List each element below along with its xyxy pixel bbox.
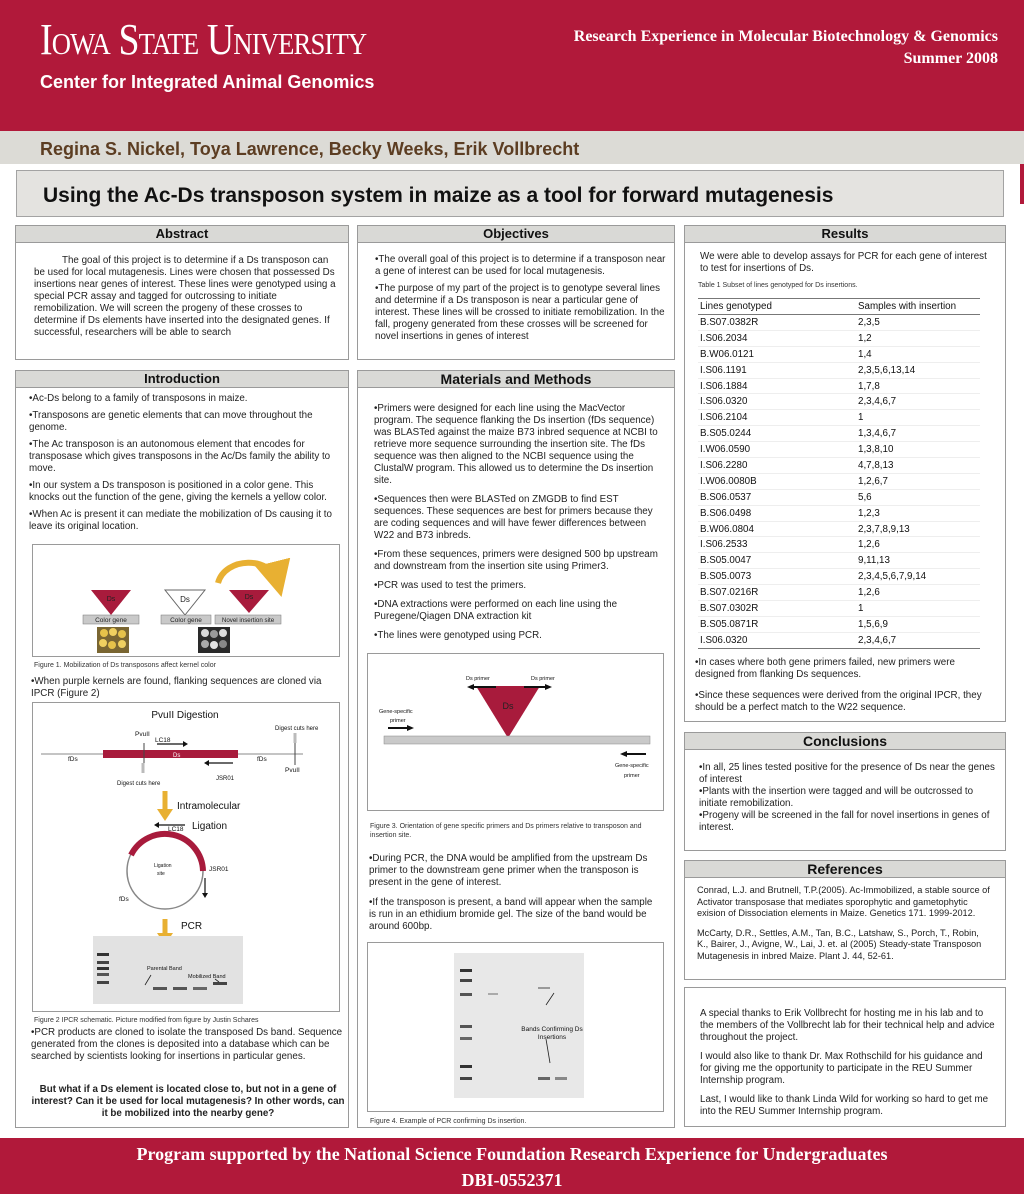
table-row <box>698 632 980 648</box>
table-row <box>698 458 980 474</box>
pvuii-label: PvuII <box>285 767 300 774</box>
table-header: Lines genotyped <box>698 299 856 315</box>
fig2-title: PvuII Digestion <box>151 710 219 721</box>
samples: 1,2,6 <box>856 537 980 553</box>
introduction-heading: Introduction <box>16 371 348 388</box>
method-item: •Sequences then were BLASTed on ZMGDB to find EST sequences. These sequences are best for primers because they are coding sequences and will have fewer differences between W22 and B73 inbreds. <box>374 494 653 541</box>
ligation-site-label: site <box>157 871 165 877</box>
funding-line: Program supported by the National Science Foundation Research Experience for Undergraduates <box>136 1144 888 1164</box>
ligation-label: Ligation <box>192 821 228 832</box>
results-notes <box>685 649 1005 714</box>
poster-title: Using the Ac-Ds transposon system in maize as a tool for forward mutagenesis <box>43 184 834 207</box>
samples: 4,7,8,13 <box>856 458 980 474</box>
jsr01-label: JSR01 <box>216 776 235 782</box>
figure-3-caption: Figure 3. Orientation of gene specific primers and Ds primers relative to transposon and insertion site. <box>370 823 642 839</box>
samples: 2,3,5 <box>856 315 980 331</box>
methods-heading: Materials and Methods <box>358 371 674 388</box>
research-question: But what if a Ds element is located close to, but not in a gene of interest? Can it be used for local mutagenesis? In other words, can it be mobilized into the nearby gene? <box>31 1084 345 1119</box>
ds-primer-label: Ds primer <box>531 676 555 682</box>
intro-item: •Ac-Ds belong to a family of transposons in maize. <box>29 393 248 404</box>
program-term: Summer 2008 <box>903 50 998 67</box>
yellow-kernels-photo <box>97 627 129 653</box>
figure-3-diagram <box>368 654 663 810</box>
figure-1-caption: Figure 1. Mobilization of Ds transposons affect kernel color <box>34 662 216 669</box>
program-title <box>438 26 998 70</box>
ligation-site-label: Ligation <box>154 863 172 869</box>
results-note: •In cases where both gene primers failed, new primers were designed from flanking Ds sequences. <box>695 656 955 680</box>
line-id: B.S06.0498 <box>698 505 856 521</box>
university-wordmark: Iowa State University <box>40 15 367 64</box>
method-item: •From these sequences, primers were designed 500 bp upstream and downstream from the insertion site using Primer3. <box>374 549 658 572</box>
intro-item: •In our system a Ds transposon is positioned in a color gene. This knocks out the function of the gene, giving the kernels a yellow color. <box>29 480 327 503</box>
figure-2-caption: Figure 2 IPCR schematic. Picture modified from figure by Justin Schares <box>34 1017 259 1024</box>
poster-footer <box>0 1138 1024 1194</box>
line-id: B.W06.0804 <box>698 521 856 537</box>
figure-1 <box>32 544 340 657</box>
line-id: B.S05.0073 <box>698 569 856 585</box>
method-note: •During PCR, the DNA would be amplified from the upstream Ds primer to the downstream gene primer when the transposon is present in the gene of interest. <box>369 853 648 888</box>
gene-bar <box>384 736 650 744</box>
conclusions-panel <box>684 732 1006 851</box>
color-gene-label: Color gene <box>170 617 202 624</box>
table-row <box>698 362 980 378</box>
table-row <box>698 330 980 346</box>
samples: 1,2,3 <box>856 505 980 521</box>
intro-after-text: •PCR products are cloned to isolate the transposed Ds band. Sequence generated from the clones is deposited into a database which can be searched by scientists looking for insertions in particular genes. <box>31 1027 343 1062</box>
conclusion-item: •In all, 25 lines tested positive for the presence of Ds near the genes of interest <box>699 762 995 785</box>
conclusions-list <box>685 750 1005 834</box>
figure-1-diagram <box>33 545 339 656</box>
samples: 9,11,13 <box>856 553 980 569</box>
pcr-label: PCR <box>181 921 203 932</box>
references-list <box>685 878 1005 962</box>
fds-segment <box>103 750 238 758</box>
purple-kernels-photo <box>198 627 230 653</box>
line-id: I.S06.1191 <box>698 362 856 378</box>
conclusion-item: •Progeny will be screened in the fall for novel insertions in genes of interest. <box>699 810 990 833</box>
figure-2 <box>32 702 340 1012</box>
line-id: B.S07.0382R <box>698 315 856 331</box>
samples: 5,6 <box>856 489 980 505</box>
figure-2-diagram <box>33 703 339 1011</box>
objectives-panel <box>357 225 675 360</box>
lc18-label: LC18 <box>155 737 171 744</box>
figure-4-gel <box>368 943 663 1111</box>
objective-item: •The overall goal of this project is to determine if a transposon near a gene of interest can be used for local mutagenesis. <box>375 254 666 277</box>
gsp-label: Gene-specific <box>615 763 649 769</box>
results-note: •Since these sequences were derived from the original IPCR, they should be a perfect match to the W22 sequence. <box>695 689 982 713</box>
line-id: B.S07.0216R <box>698 585 856 601</box>
acknowledgements-panel <box>684 987 1006 1127</box>
line-id: I.S06.0320 <box>698 394 856 410</box>
abstract-panel <box>15 225 349 360</box>
figure-4 <box>367 942 664 1112</box>
samples: 1,3,8,10 <box>856 442 980 458</box>
figure-3 <box>367 653 664 811</box>
ds-label: Ds <box>180 595 190 604</box>
pvuii-label: PvuII <box>135 731 150 738</box>
conclusion-item: •Plants with the insertion were tagged and will be outcrossed to initiate remobilization. <box>699 786 974 809</box>
table-row <box>698 378 980 394</box>
authors: Regina S. Nickel, Toya Lawrence, Becky Weeks, Erik Vollbrecht <box>40 139 580 159</box>
authors-band <box>0 131 1024 164</box>
table-row <box>698 442 980 458</box>
conclusions-heading: Conclusions <box>685 733 1005 750</box>
line-id: I.S06.2533 <box>698 537 856 553</box>
fds-label: fDs <box>68 756 78 763</box>
results-panel <box>684 225 1006 722</box>
table-row <box>698 585 980 601</box>
table-row <box>698 505 980 521</box>
line-id: B.S05.0871R <box>698 616 856 632</box>
jsr01-label: JSR01 <box>209 866 229 873</box>
samples: 1 <box>856 601 980 617</box>
table-row <box>698 346 980 362</box>
results-table <box>698 298 980 649</box>
samples: 1,2 <box>856 330 980 346</box>
abstract-text: The goal of this project is to determine if a Ds transposon can be used for local mutagenesis. Lines were chosen that possessed Ds insertions near genes of interest. These lines were genotyped using a special PCR assay and tagged for outcrossing to initiate remobilization. We will screen the progeny of these crosses to determine if Ds elements have inserted into the designated genes. If successful, researchers will be able to search <box>34 255 336 338</box>
table-row <box>698 553 980 569</box>
gsp-label: Gene-specific <box>379 709 413 715</box>
references-panel <box>684 860 1006 980</box>
samples: 1,7,8 <box>856 378 980 394</box>
digest-label: Digest cuts here <box>275 726 319 732</box>
grant-number: DBI-0552371 <box>461 1170 563 1190</box>
line-id: B.S05.0047 <box>698 553 856 569</box>
table-row <box>698 426 980 442</box>
results-heading: Results <box>685 226 1005 243</box>
line-id: I.S06.2280 <box>698 458 856 474</box>
method-note: •If the transposon is present, a band will appear when the sample is run in an ethidium bromide gel. The size of the band would be around 600bp. <box>369 897 653 932</box>
ipcr-lead: •When purple kernels are found, flanking sequences are cloned via IPCR (Figure 2) <box>31 676 322 699</box>
color-gene-label: Color gene <box>95 617 127 624</box>
figure-4-caption: Figure 4. Example of PCR confirming Ds insertion. <box>370 1118 527 1125</box>
line-id: I.W06.0590 <box>698 442 856 458</box>
method-item: •DNA extractions were performed on each line using the Puregene/Qiagen DNA extraction kit <box>374 599 618 622</box>
ds-label: Ds <box>173 753 181 759</box>
method-item: •Primers were designed for each line using the MacVector program. The sequence flanking the Ds insertion (fDs sequence) was BLASTed against the maize B73 inbred sequence at NCBI to retrieve more sequence surrounding the insertion site. The fDs sequence was then aligned to the NCBI sequence using the ClustalW program. This allowed us to determine the Ds insertion site. <box>374 403 658 486</box>
samples: 2,3,4,6,7 <box>856 394 980 410</box>
objectives-heading: Objectives <box>358 226 674 243</box>
introduction-list <box>16 388 348 533</box>
table-row <box>698 394 980 410</box>
reference-item: Conrad, L.J. and Brutnell, T.P.(2005). Ac-Immobilized, a stable source of Activator transposase that mediates sporophytic and gametophytic exision of Dissociation elements in Maize. Genetics 171. 1999-2012. <box>697 885 990 918</box>
intro-item: •Transposons are genetic elements that can move throughout the genome. <box>29 410 313 433</box>
samples: 2,3,7,8,9,13 <box>856 521 980 537</box>
reference-item: McCarty, D.R., Settles, A.M., Tan, B.C., Latshaw, S., Porch, T., Robin, K., Bairer, J., Avigne, W., Lai, J. et. al (2005) Steady-state Transposon Mutagenesis in inbred Maize. Plant J. 44, 52-61. <box>697 927 982 961</box>
ds-label: Ds <box>106 596 116 603</box>
samples: 1,5,6,9 <box>856 616 980 632</box>
line-id: B.S06.0537 <box>698 489 856 505</box>
intramolecular-label: Intramolecular <box>177 801 241 812</box>
line-id: I.S06.1884 <box>698 378 856 394</box>
fds-label: fDs <box>119 896 129 903</box>
bands-label: Insertions <box>537 1034 567 1041</box>
yellow-arrow <box>218 563 278 583</box>
samples: 1,2,6 <box>856 585 980 601</box>
samples: 1,3,4,6,7 <box>856 426 980 442</box>
bands-label: Bands Confirming Ds <box>521 1026 583 1033</box>
poster-header <box>0 0 1024 131</box>
line-id: I.S06.2034 <box>698 330 856 346</box>
method-item: •PCR was used to test the primers. <box>374 580 527 591</box>
ds-primer-label: Ds primer <box>466 676 490 682</box>
acknowledgement-item: A special thanks to Erik Vollbrecht for hosting me in his lab and to the members of the Vollbrecht lab for their technical help and advice throughout the project. <box>700 1008 995 1043</box>
methods-list <box>358 388 674 642</box>
ds-label: Ds <box>502 701 514 711</box>
line-id: I.S06.0320 <box>698 632 856 648</box>
intro-item: •The Ac transposon is an autonomous element that encodes for transposase which gives transposons in the Ac/Ds family the ability to move. <box>29 439 331 474</box>
samples: 2,3,4,5,6,7,9,14 <box>856 569 980 585</box>
line-id: B.W06.0121 <box>698 346 856 362</box>
table-row <box>698 315 980 331</box>
digest-label: Digest cuts here <box>117 781 161 787</box>
samples: 1,2,6,7 <box>856 473 980 489</box>
table-row <box>698 601 980 617</box>
acknowledgement-item: Last, I would like to thank Linda Wild for working so hard to get me into the REU Summer Internship program. <box>700 1094 989 1117</box>
gsp-label: primer <box>390 718 406 724</box>
table-row <box>698 616 980 632</box>
fds-label: fDs <box>257 756 267 763</box>
novel-site-label: Novel insertion site <box>221 617 275 624</box>
acknowledgements-text <box>685 988 1005 1118</box>
ds-label: Ds <box>244 594 254 601</box>
mobilized-band-label: Mobilized Band <box>188 974 226 980</box>
ds-triangle <box>476 686 540 738</box>
references-heading: References <box>685 861 1005 878</box>
title-box <box>16 170 1004 217</box>
table-row <box>698 537 980 553</box>
edge-accent <box>1020 164 1024 204</box>
abstract-heading: Abstract <box>16 226 348 243</box>
samples: 1 <box>856 410 980 426</box>
table-header: Samples with insertion <box>856 299 980 315</box>
acknowledgement-item: I would also like to thank Dr. Max Rothschild for his guidance and for giving me the opportunity to participate in the REU Summer Internship program. <box>700 1051 983 1086</box>
table-header-row <box>698 299 980 315</box>
methods-after <box>369 853 661 938</box>
table-row <box>698 569 980 585</box>
center-name: Center for Integrated Animal Genomics <box>40 72 375 92</box>
intro-item: •When Ac is present it can mediate the mobilization of Ds causing it to leave its original location. <box>29 509 332 532</box>
samples: 2,3,4,6,7 <box>856 632 980 648</box>
line-id: I.S06.2104 <box>698 410 856 426</box>
table-row <box>698 473 980 489</box>
samples: 1,4 <box>856 346 980 362</box>
line-id: B.S07.0302R <box>698 601 856 617</box>
table-row <box>698 410 980 426</box>
program-name: Research Experience in Molecular Biotechnology & Genomics <box>573 28 998 45</box>
table-row <box>698 489 980 505</box>
parental-band-label: Parental Band <box>147 966 182 972</box>
objectives-list <box>358 243 674 343</box>
lc18-label: LC18 <box>168 826 184 833</box>
line-id: B.S05.0244 <box>698 426 856 442</box>
line-id: I.W06.0080B <box>698 473 856 489</box>
table-caption: Table 1 Subset of lines genotyped for Ds insertions. <box>698 282 858 289</box>
objective-item: •The purpose of my part of the project is to genotype several lines and determine if a Ds transposon is near a particular gene of interest. These lines will be crossed to initiate remobilization. In the fall, progeny generated from these crosses will be screened for novel insertions in genes of interest <box>375 283 665 342</box>
method-item: •The lines were genotyped using PCR. <box>374 630 542 641</box>
table-row <box>698 521 980 537</box>
results-intro: We were able to develop assays for PCR for each gene of interest to test for insertions of Ds. <box>700 251 987 274</box>
gsp-label: primer <box>624 773 640 779</box>
samples: 2,3,5,6,13,14 <box>856 362 980 378</box>
